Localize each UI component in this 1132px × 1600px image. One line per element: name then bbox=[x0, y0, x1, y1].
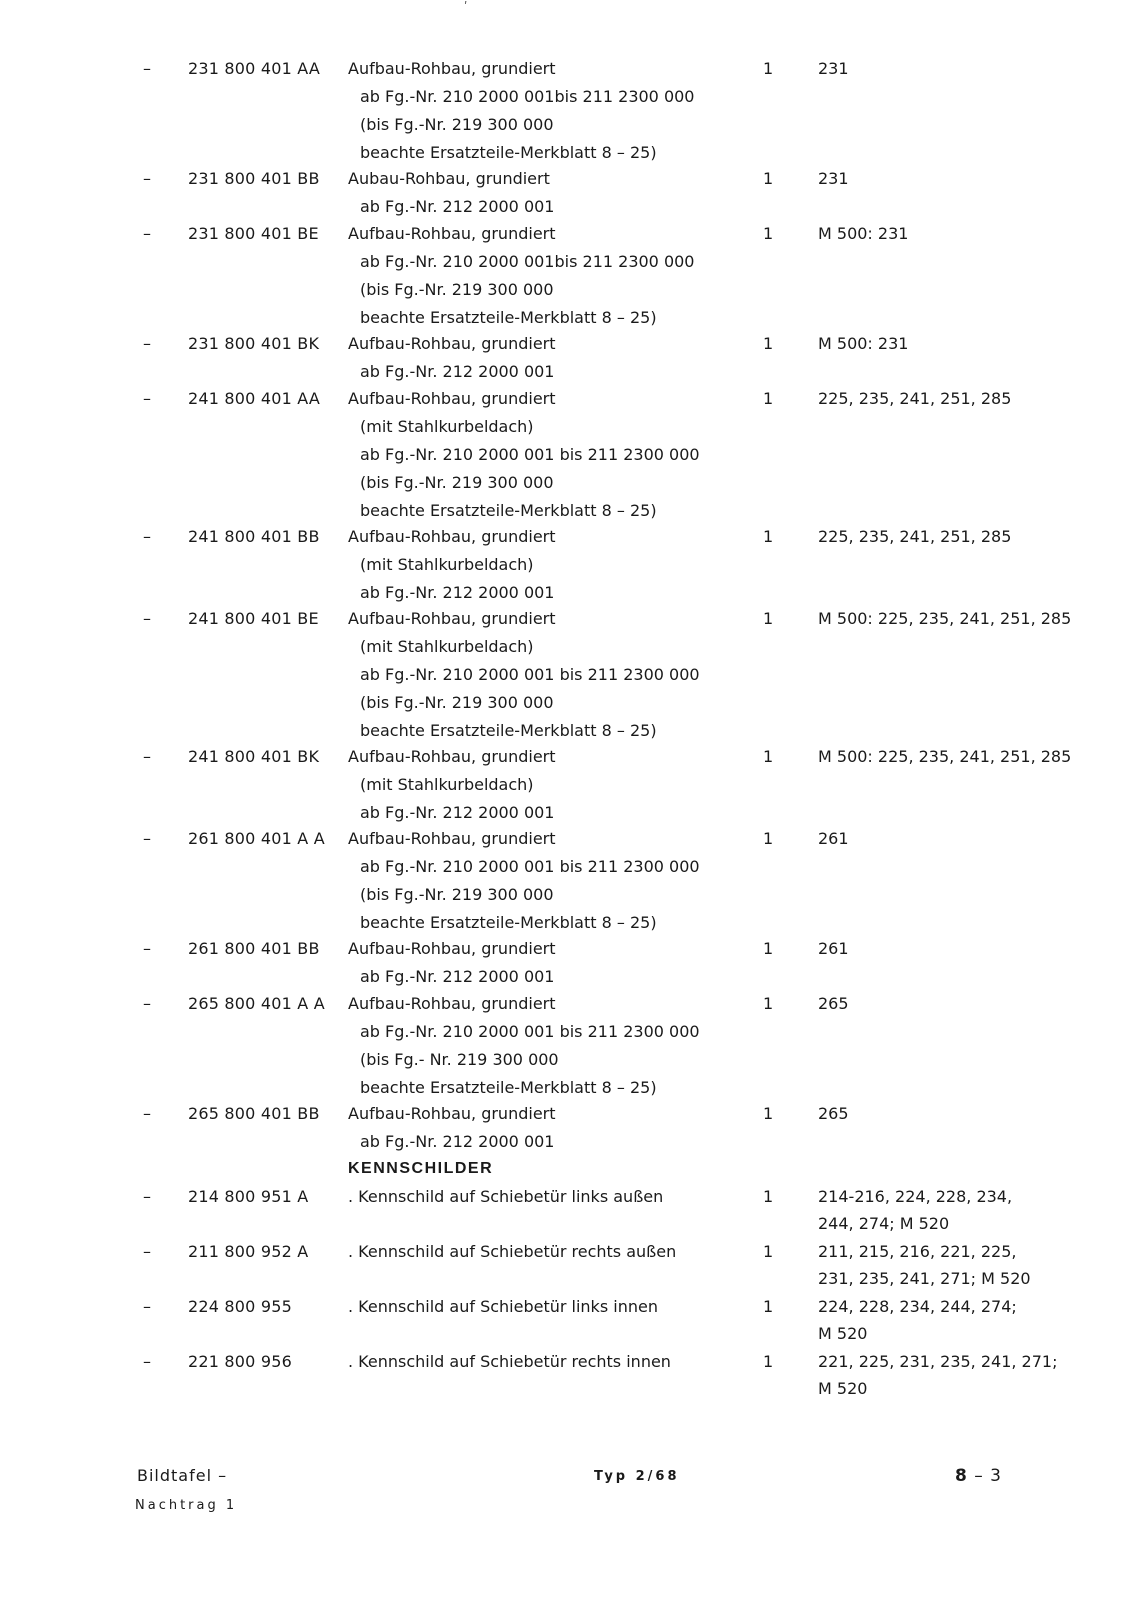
description-title: . Kennschild auf Schiebetür links außen bbox=[348, 1187, 664, 1206]
plate-row bbox=[0, 1293, 1132, 1348]
quantity: 1 bbox=[763, 59, 774, 78]
part-description bbox=[348, 1183, 748, 1211]
description-title: Aufbau-Rohbau, grundiert bbox=[348, 609, 556, 628]
model-line: 231 bbox=[818, 59, 849, 78]
quantity: 1 bbox=[763, 169, 774, 188]
part-description bbox=[348, 220, 748, 332]
description-note: beachte Ersatzteile-Merkblatt 8 – 25) bbox=[360, 143, 657, 162]
quantity: 1 bbox=[763, 1297, 774, 1316]
model-applicability bbox=[818, 330, 1118, 357]
footer-page-section: 8 bbox=[955, 1466, 968, 1486]
part-description bbox=[348, 385, 748, 525]
part-number: 221 800 956 bbox=[188, 1352, 292, 1371]
description-note: (bis Fg.-Nr. 219 300 000 bbox=[360, 693, 554, 712]
quantity: 1 bbox=[763, 1352, 774, 1371]
part-description bbox=[348, 825, 748, 937]
part-description bbox=[348, 1348, 748, 1376]
row-dash: – bbox=[143, 526, 151, 546]
model-applicability bbox=[818, 1293, 1118, 1347]
model-applicability bbox=[818, 220, 1118, 247]
part-number: 261 800 401 A A bbox=[188, 829, 325, 848]
model-line: 261 bbox=[818, 939, 849, 958]
description-title: . Kennschild auf Schiebetür rechts innen bbox=[348, 1352, 671, 1371]
model-line: 265 bbox=[818, 1104, 849, 1123]
part-row bbox=[0, 523, 1132, 606]
description-note: ab Fg.-Nr. 210 2000 001 bis 211 2300 000 bbox=[360, 1022, 700, 1041]
part-number: 241 800 401 AA bbox=[188, 389, 321, 408]
part-number: 224 800 955 bbox=[188, 1297, 292, 1316]
description-title: Aufbau-Rohbau, grundiert bbox=[348, 526, 556, 546]
part-description bbox=[348, 165, 748, 221]
part-row bbox=[0, 385, 1132, 523]
model-applicability bbox=[818, 523, 1118, 550]
quantity: 1 bbox=[763, 1104, 774, 1123]
model-line: 231, 235, 241, 271; M 520 bbox=[818, 1269, 1031, 1288]
description-note: beachte Ersatzteile-Merkblatt 8 – 25) bbox=[360, 501, 657, 520]
section-heading-row bbox=[0, 1155, 1132, 1183]
description-title: Aufbau-Rohbau, grundiert bbox=[348, 334, 556, 353]
description-title: Aufbau-Rohbau, grundiert bbox=[348, 994, 556, 1013]
quantity: 1 bbox=[763, 829, 774, 848]
footer-page-index: – 3 bbox=[967, 1466, 1002, 1486]
plate-row bbox=[0, 1348, 1132, 1403]
row-dash: – bbox=[143, 1242, 151, 1261]
plate-row bbox=[0, 1238, 1132, 1293]
part-number: 231 800 401 BE bbox=[188, 224, 319, 243]
part-description bbox=[348, 1238, 748, 1266]
quantity: 1 bbox=[763, 334, 774, 353]
part-number: 231 800 401 BB bbox=[188, 169, 320, 188]
model-line: M 500: 231 bbox=[818, 224, 909, 243]
section-heading: KENNSCHILDER bbox=[348, 1160, 494, 1177]
quantity: 1 bbox=[763, 389, 774, 408]
quantity: 1 bbox=[763, 746, 774, 766]
row-dash: – bbox=[143, 829, 151, 848]
parts-catalog bbox=[0, 55, 1132, 1403]
model-applicability bbox=[818, 165, 1118, 192]
model-line: 244, 274; M 520 bbox=[818, 1214, 950, 1233]
row-dash: – bbox=[143, 994, 151, 1013]
model-applicability bbox=[818, 825, 1118, 852]
row-dash: – bbox=[143, 59, 151, 78]
plate-row bbox=[0, 1183, 1132, 1238]
model-line: M 500: 225, 235, 241, 251, 285 bbox=[818, 609, 1072, 628]
model-line: 221, 225, 231, 235, 241, 271; bbox=[818, 1352, 1058, 1371]
description-note: ab Fg.-Nr. 212 2000 001 bbox=[360, 967, 555, 986]
page-mark: ʹ bbox=[464, 0, 468, 14]
quantity: 1 bbox=[763, 1187, 774, 1206]
model-applicability bbox=[818, 1348, 1118, 1402]
plates-list bbox=[0, 1183, 1132, 1403]
description-note: ab Fg.-Nr. 210 2000 001bis 211 2300 000 bbox=[360, 87, 695, 106]
part-row bbox=[0, 165, 1132, 220]
quantity: 1 bbox=[763, 994, 774, 1013]
row-dash: – bbox=[143, 1187, 151, 1206]
description-note: (mit Stahlkurbeldach) bbox=[360, 774, 534, 794]
row-dash: – bbox=[143, 389, 151, 408]
description-note: ab Fg.-Nr. 210 2000 001bis 211 2300 000 bbox=[360, 252, 695, 271]
description-note: (bis Fg.- Nr. 219 300 000 bbox=[360, 1050, 559, 1069]
part-number: 231 800 401 AA bbox=[188, 59, 321, 78]
quantity: 1 bbox=[763, 939, 774, 958]
description-note: (mit Stahlkurbeldach) bbox=[360, 554, 534, 574]
part-description bbox=[348, 990, 748, 1102]
model-line: 261 bbox=[818, 829, 849, 848]
row-dash: – bbox=[143, 1352, 151, 1371]
part-description bbox=[348, 1293, 748, 1321]
description-note: ab Fg.-Nr. 212 2000 001 bbox=[360, 362, 555, 381]
quantity: 1 bbox=[763, 1242, 774, 1261]
part-description bbox=[348, 1100, 748, 1156]
model-line: M 520 bbox=[818, 1324, 868, 1343]
description-note: (bis Fg.-Nr. 219 300 000 bbox=[360, 473, 554, 492]
model-applicability bbox=[818, 743, 1118, 770]
description-title: Aufbau-Rohbau, grundiert bbox=[348, 224, 556, 243]
row-dash: – bbox=[143, 746, 151, 766]
model-applicability bbox=[818, 990, 1118, 1017]
model-line: 214-216, 224, 228, 234, bbox=[818, 1187, 1013, 1206]
description-note: (mit Stahlkurbeldach) bbox=[360, 637, 534, 656]
description-note: beachte Ersatzteile-Merkblatt 8 – 25) bbox=[360, 721, 657, 740]
model-line: M 520 bbox=[818, 1379, 868, 1398]
model-line: 224, 228, 234, 244, 274; bbox=[818, 1297, 1017, 1316]
row-dash: – bbox=[143, 609, 151, 628]
row-dash: – bbox=[143, 1104, 151, 1123]
part-row bbox=[0, 330, 1132, 385]
description-title: Aufbau-Rohbau, grundiert bbox=[348, 389, 556, 408]
model-line: 231 bbox=[818, 169, 849, 188]
row-dash: – bbox=[143, 169, 151, 188]
model-line: 225, 235, 241, 251, 285 bbox=[818, 526, 1012, 546]
part-number: 214 800 951 A bbox=[188, 1187, 309, 1206]
model-line: 265 bbox=[818, 994, 849, 1013]
footer-plate-label: Bildtafel – bbox=[137, 1466, 228, 1485]
description-note: beachte Ersatzteile-Merkblatt 8 – 25) bbox=[360, 1078, 657, 1097]
description-note: ab Fg.-Nr. 212 2000 001 bbox=[360, 582, 555, 602]
description-note: (bis Fg.-Nr. 219 300 000 bbox=[360, 115, 554, 134]
part-row bbox=[0, 743, 1132, 826]
model-applicability bbox=[818, 935, 1118, 962]
model-line: M 500: 231 bbox=[818, 334, 909, 353]
part-description bbox=[348, 743, 748, 827]
description-note: ab Fg.-Nr. 210 2000 001 bis 211 2300 000 bbox=[360, 857, 700, 876]
part-description bbox=[348, 935, 748, 991]
description-note: ab Fg.-Nr. 210 2000 001 bis 211 2300 000 bbox=[360, 445, 700, 464]
part-number: 241 800 401 BB bbox=[188, 526, 320, 546]
description-title: . Kennschild auf Schiebetür rechts außen bbox=[348, 1242, 677, 1261]
row-dash: – bbox=[143, 224, 151, 243]
description-note: ab Fg.-Nr. 212 2000 001 bbox=[360, 1132, 555, 1151]
part-row bbox=[0, 55, 1132, 165]
part-description bbox=[348, 330, 748, 386]
row-dash: – bbox=[143, 334, 151, 353]
model-applicability bbox=[818, 1238, 1118, 1292]
model-applicability bbox=[818, 55, 1118, 82]
description-title: Aufbau-Rohbau, grundiert bbox=[348, 939, 556, 958]
description-title: Aufbau-Rohbau, grundiert bbox=[348, 59, 556, 78]
model-line: 211, 215, 216, 221, 225, bbox=[818, 1242, 1017, 1261]
part-row bbox=[0, 990, 1132, 1100]
part-row bbox=[0, 605, 1132, 743]
part-number: 241 800 401 BK bbox=[188, 746, 320, 766]
quantity: 1 bbox=[763, 526, 774, 546]
quantity: 1 bbox=[763, 224, 774, 243]
footer-supplement-label: Nachtrag 1 bbox=[135, 1498, 238, 1513]
description-note: beachte Ersatzteile-Merkblatt 8 – 25) bbox=[360, 308, 657, 327]
description-title: Aufbau-Rohbau, grundiert bbox=[348, 829, 556, 848]
part-number: 211 800 952 A bbox=[188, 1242, 309, 1261]
row-dash: – bbox=[143, 1297, 151, 1316]
model-applicability bbox=[818, 1183, 1118, 1237]
description-note: ab Fg.-Nr. 212 2000 001 bbox=[360, 197, 555, 216]
description-title: Aufbau-Rohbau, grundiert bbox=[348, 1104, 556, 1123]
part-row bbox=[0, 935, 1132, 990]
description-note: (bis Fg.-Nr. 219 300 000 bbox=[360, 280, 554, 299]
description-note: beachte Ersatzteile-Merkblatt 8 – 25) bbox=[360, 913, 657, 932]
description-note: ab Fg.-Nr. 210 2000 001 bis 211 2300 000 bbox=[360, 665, 700, 684]
quantity: 1 bbox=[763, 609, 774, 628]
description-title: . Kennschild auf Schiebetür links innen bbox=[348, 1297, 658, 1316]
footer-page-number bbox=[955, 1466, 1002, 1486]
model-applicability bbox=[818, 1100, 1118, 1127]
part-number: 231 800 401 BK bbox=[188, 334, 320, 353]
part-row bbox=[0, 220, 1132, 330]
description-note: (bis Fg.-Nr. 219 300 000 bbox=[360, 885, 554, 904]
description-note: (mit Stahlkurbeldach) bbox=[360, 417, 534, 436]
part-description bbox=[348, 55, 748, 167]
description-title: Aufbau-Rohbau, grundiert bbox=[348, 746, 556, 766]
model-applicability bbox=[818, 605, 1118, 632]
parts-list bbox=[0, 55, 1132, 1155]
part-description bbox=[348, 605, 748, 745]
row-dash: – bbox=[143, 939, 151, 958]
footer-type-label: Typ 2/68 bbox=[594, 1469, 680, 1484]
part-number: 265 800 401 A A bbox=[188, 994, 325, 1013]
part-row bbox=[0, 1100, 1132, 1155]
model-applicability bbox=[818, 385, 1118, 412]
part-number: 265 800 401 BB bbox=[188, 1104, 320, 1123]
part-number: 241 800 401 BE bbox=[188, 609, 319, 628]
part-number: 261 800 401 BB bbox=[188, 939, 320, 958]
part-row bbox=[0, 825, 1132, 935]
part-description bbox=[348, 523, 748, 607]
description-title: Aubau-Rohbau, grundiert bbox=[348, 169, 550, 188]
model-line: 225, 235, 241, 251, 285 bbox=[818, 389, 1012, 408]
description-note: ab Fg.-Nr. 212 2000 001 bbox=[360, 802, 555, 822]
model-line: M 500: 225, 235, 241, 251, 285 bbox=[818, 746, 1072, 766]
